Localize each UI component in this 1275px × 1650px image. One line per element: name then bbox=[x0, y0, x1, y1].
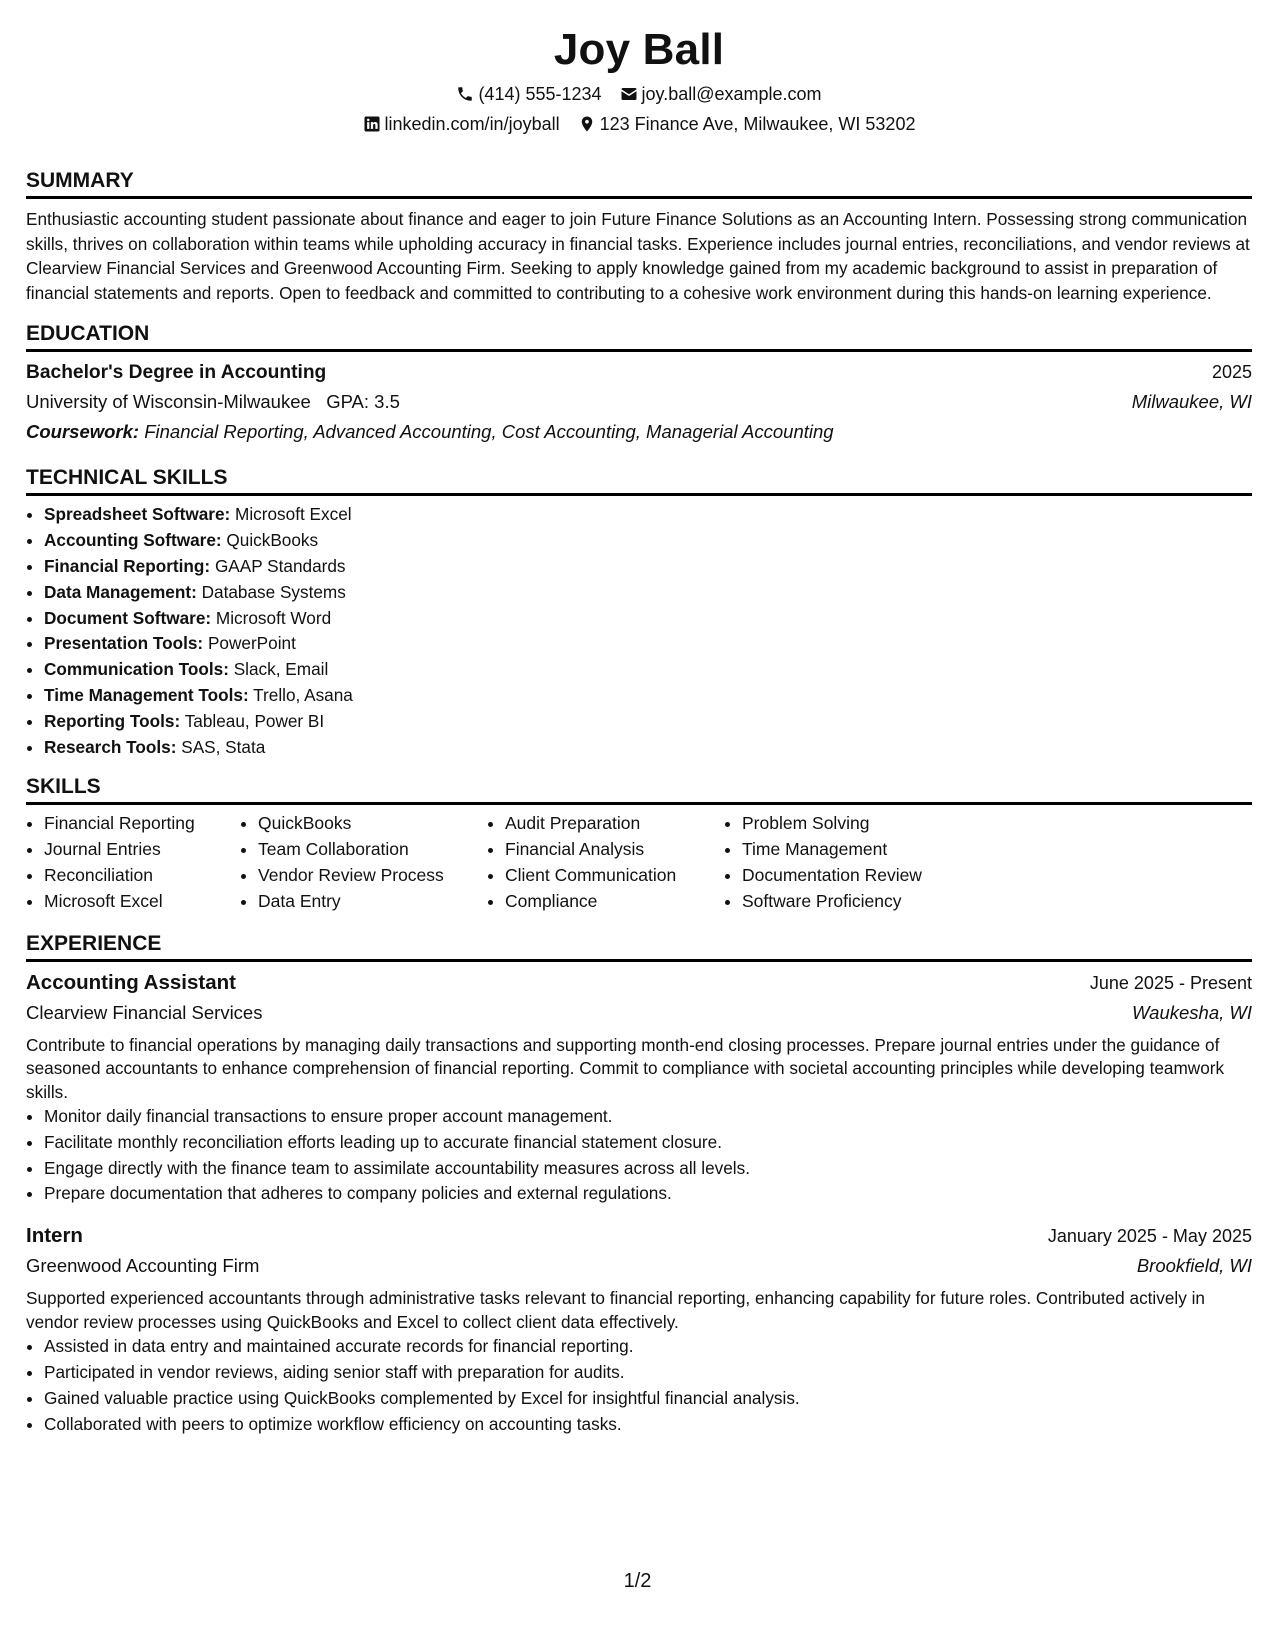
skills-column bbox=[26, 811, 240, 914]
list-item: • Engage directly with the finance team to assimilate accountability measures across all levels. bbox=[44, 1156, 1252, 1182]
candidate-name: Joy Ball bbox=[553, 25, 725, 74]
address-text: 123 Finance Ave, Milwaukee, WI 53202 bbox=[599, 114, 916, 134]
job-title: Intern bbox=[26, 1224, 83, 1248]
list-item bbox=[44, 657, 1252, 683]
list-item: • Financial Analysis bbox=[505, 837, 724, 863]
company-name: Greenwood Accounting Firm bbox=[26, 1255, 260, 1277]
skill-value: Database Systems bbox=[201, 581, 346, 602]
skill-value: Trello, Asana bbox=[253, 684, 353, 705]
skill-value: Slack, Email bbox=[233, 659, 329, 680]
list-item: • Documentation Review bbox=[742, 863, 982, 889]
skill-category: Presentation Tools: bbox=[44, 633, 204, 654]
list-item: • Participated in vendor reviews, aiding senior staff with preparation for audits. bbox=[44, 1360, 1252, 1386]
coursework-list: Financial Reporting, Advanced Accounting, Cost Accounting, Managerial Accounting bbox=[144, 421, 834, 443]
phone-icon bbox=[456, 85, 474, 103]
skill-category: Research Tools: bbox=[44, 736, 177, 757]
phone-contact bbox=[456, 82, 601, 106]
skill-value: GAAP Standards bbox=[214, 555, 346, 576]
envelope-icon bbox=[620, 85, 638, 103]
school-info bbox=[26, 387, 400, 417]
map-pin-icon bbox=[578, 115, 596, 133]
job-entry bbox=[26, 1221, 1252, 1437]
list-item: • Assisted in data entry and maintained accurate records for financial reporting. bbox=[44, 1334, 1252, 1360]
skill-category: Data Management: bbox=[44, 581, 197, 602]
resume-page bbox=[26, 0, 1252, 1437]
list-item: • Time Management bbox=[742, 837, 982, 863]
job-entry bbox=[26, 968, 1252, 1208]
list-item: • Client Communication bbox=[505, 863, 724, 889]
contact-line-2 bbox=[26, 112, 1252, 136]
skill-value: Microsoft Word bbox=[215, 607, 332, 628]
skill-value: QuickBooks bbox=[226, 530, 319, 551]
education-section bbox=[26, 321, 1252, 447]
list-item: • Collaborated with peers to optimize workflow efficiency on accounting tasks. bbox=[44, 1412, 1252, 1438]
list-item bbox=[44, 502, 1252, 528]
list-item: • Journal Entries bbox=[44, 837, 240, 863]
job-company-row bbox=[26, 1251, 1252, 1281]
list-item: • Prepare documentation that adheres to company policies and external regulations. bbox=[44, 1181, 1252, 1207]
email-link[interactable]: joy.ball@example.com bbox=[641, 84, 822, 104]
job-bullets bbox=[26, 1334, 1252, 1437]
coursework-line bbox=[26, 417, 1252, 447]
education-heading: EDUCATION bbox=[26, 321, 1252, 352]
skill-value: Microsoft Excel bbox=[235, 504, 352, 525]
list-item bbox=[44, 580, 1252, 606]
technical-skills-list bbox=[26, 502, 1252, 760]
list-item: • Microsoft Excel bbox=[44, 889, 240, 915]
technical-skills-section bbox=[26, 465, 1252, 760]
list-item: • Facilitate monthly reconciliation efforts leading up to accurate financial statement closure. bbox=[44, 1130, 1252, 1156]
list-item: • Vendor Review Process bbox=[258, 863, 487, 889]
list-item bbox=[44, 606, 1252, 632]
job-title-row bbox=[26, 1221, 1252, 1251]
experience-heading: EXPERIENCE bbox=[26, 931, 1252, 962]
summary-text: Enthusiastic accounting student passionate about finance and eager to join Future Finance Solutions as an Accounting Intern. Possessing strong communication skills, thrives on collaboration within teams while upholding accuracy in financial tasks. Experience includes journal entries, reconciliations, and vendor reviews at Clearview Financial Services and Greenwood Accounting Firm. Seeking to apply knowledge gained from my academic background to assist in preparation of financial statements and reports. Open to feedback and committed to contributing to a cohesive work environment during this hands-on learning experience. bbox=[26, 209, 1250, 303]
job-description: Supported experienced accountants through administrative tasks relevant to financial reporting, enhancing capability for future roles. Contributed actively in vendor review processes using QuickBooks and Excel to collect client data effectively. bbox=[26, 1288, 1205, 1332]
list-item bbox=[44, 709, 1252, 735]
page-number: 1/2 bbox=[623, 1570, 652, 1592]
skill-value: SAS, Stata bbox=[181, 736, 266, 757]
list-item: • Monitor daily financial transactions to ensure proper account management. bbox=[44, 1104, 1252, 1130]
linkedin-link[interactable]: linkedin.com/in/joyball bbox=[384, 114, 560, 134]
job-location: Brookfield, WI bbox=[1136, 1255, 1252, 1277]
job-dates: January 2025 - May 2025 bbox=[1047, 1226, 1252, 1247]
skill-category: Reporting Tools: bbox=[44, 710, 181, 731]
skills-column bbox=[724, 811, 982, 914]
address-contact bbox=[578, 112, 916, 136]
skill-category: Spreadsheet Software: bbox=[44, 504, 231, 525]
list-item bbox=[44, 554, 1252, 580]
job-title: Accounting Assistant bbox=[26, 970, 236, 994]
contact-line-1 bbox=[26, 82, 1252, 106]
skill-value: PowerPoint bbox=[207, 633, 296, 654]
list-item bbox=[44, 683, 1252, 709]
summary-heading: SUMMARY bbox=[26, 168, 1252, 199]
skills-section bbox=[26, 774, 1252, 914]
linkedin-icon bbox=[363, 115, 381, 133]
coursework-label: Coursework: bbox=[26, 421, 140, 443]
skill-category: Accounting Software: bbox=[44, 530, 222, 551]
list-item: • Compliance bbox=[505, 889, 724, 915]
list-item: • Reconciliation bbox=[44, 863, 240, 889]
graduation-year: 2025 bbox=[1211, 362, 1252, 383]
list-item: • Gained valuable practice using QuickBooks complemented by Excel for insightful financial analysis. bbox=[44, 1386, 1252, 1412]
job-dates: June 2025 - Present bbox=[1089, 972, 1252, 993]
list-item: • Audit Preparation bbox=[505, 811, 724, 837]
skills-heading: SKILLS bbox=[26, 774, 1252, 805]
job-description: Contribute to financial operations by managing daily transactions and supporting month-end closing processes. Prepare journal entries under the guidance of seasoned accountants to enhance comprehension of financial reporting. Commit to compliance with societal accounting principles while developing teamwork skills. bbox=[26, 1034, 1225, 1102]
skill-value: Tableau, Power BI bbox=[184, 710, 325, 731]
list-item: • QuickBooks bbox=[258, 811, 487, 837]
job-bullets bbox=[26, 1104, 1252, 1207]
skill-category: Document Software: bbox=[44, 607, 212, 628]
skill-category: Communication Tools: bbox=[44, 659, 229, 680]
company-name: Clearview Financial Services bbox=[26, 1001, 263, 1023]
skills-column bbox=[240, 811, 487, 914]
list-item: • Team Collaboration bbox=[258, 837, 487, 863]
list-item bbox=[44, 528, 1252, 554]
list-item: • Problem Solving bbox=[742, 811, 982, 837]
list-item bbox=[44, 631, 1252, 657]
job-title-row bbox=[26, 968, 1252, 998]
education-degree-row bbox=[26, 358, 1252, 387]
list-item bbox=[44, 735, 1252, 761]
technical-skills-heading: TECHNICAL SKILLS bbox=[26, 465, 1252, 496]
skills-grid bbox=[26, 811, 1252, 914]
degree-title: Bachelor's Degree in Accounting bbox=[26, 362, 327, 384]
phone-text: (414) 555-1234 bbox=[478, 84, 602, 104]
list-item: • Data Entry bbox=[258, 889, 487, 915]
job-company-row bbox=[26, 998, 1252, 1028]
skills-column bbox=[487, 811, 724, 914]
list-item: • Financial Reporting bbox=[44, 811, 240, 837]
school-location: Milwaukee, WI bbox=[1131, 391, 1252, 413]
linkedin-contact[interactable] bbox=[363, 112, 560, 136]
summary-section bbox=[26, 168, 1252, 305]
school-name: University of Wisconsin-Milwaukee bbox=[26, 391, 311, 413]
list-item: • Software Proficiency bbox=[742, 889, 982, 915]
education-school-row bbox=[26, 387, 1252, 417]
gpa-text: GPA: 3.5 bbox=[326, 391, 400, 413]
email-contact[interactable] bbox=[620, 82, 822, 106]
job-location: Waukesha, WI bbox=[1132, 1001, 1252, 1023]
skill-category: Financial Reporting: bbox=[44, 555, 211, 576]
experience-section bbox=[26, 931, 1252, 1438]
skill-category: Time Management Tools: bbox=[44, 684, 249, 705]
